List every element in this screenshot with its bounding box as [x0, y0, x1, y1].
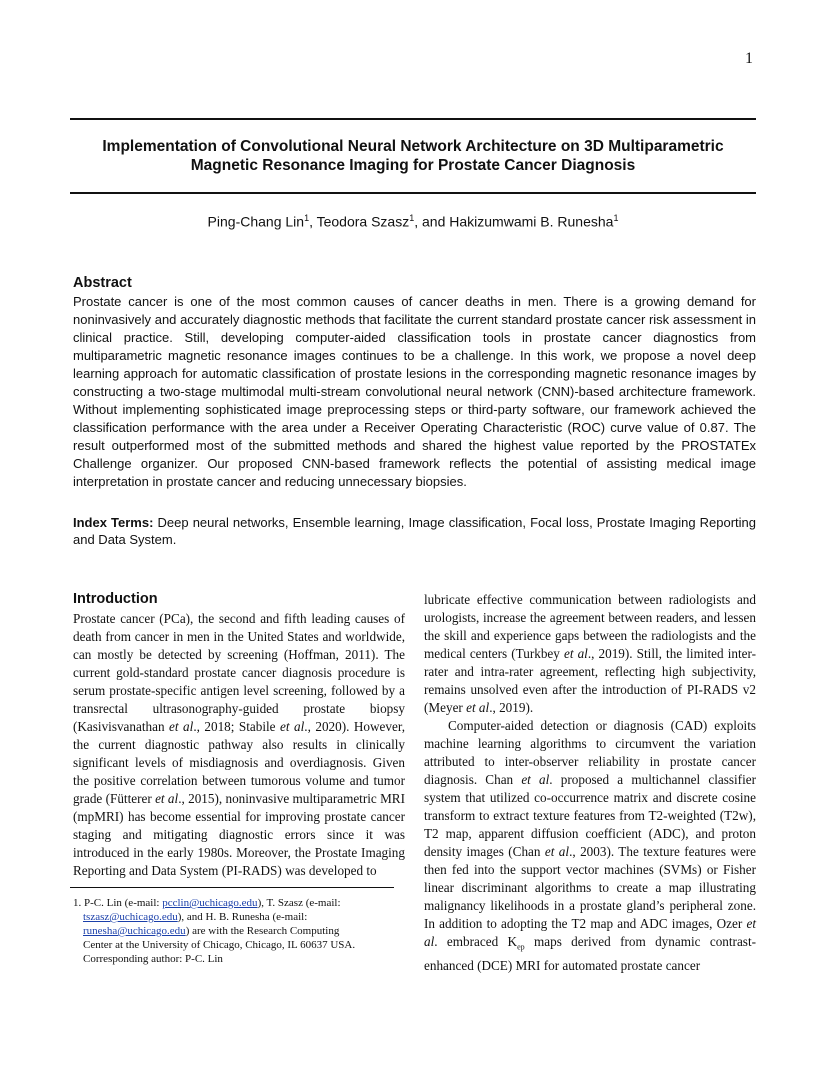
title-top-rule: [70, 118, 756, 120]
paper-title: [70, 137, 756, 175]
text-run: Computer-aided detection or diagnosis (CAD) exploits machine learning algorithms to circumvent the variation attributed to inter-observer reliability in prostate cancer diagnosis. Chan: [424, 718, 756, 787]
text-run: . proposed a multichannel classifier system that utilized co-occurrence matrix and discrete cosine transform to extract texture features from T2-weighted (T2w), T2 map, apparent diffusion coefficient (ADC), and proton density images (Chan: [424, 772, 756, 859]
author-1: Ping-Chang Lin: [207, 213, 305, 230]
text-run: ., 2019).: [489, 700, 534, 715]
footnote-rule: [70, 887, 394, 888]
text-run: ), T. Szasz (e-mail:: [257, 897, 341, 909]
abstract-body: Prostate cancer is one of the most common causes of cancer deaths in men. There is a growing demand for noninvasively and accurately diagnostic methods that facilitate the current standard prostate cancer risk assessment in clinical practice. Still, developing computer-aided classification tools in prostate cancer diagnostics from multiparametric magnetic resonance images continues to be a challenge. In this work, we propose a novel deep learning approach for automatic classification of prostate lesions in the corresponding magnetic resonance images by constructing a two-stage multimodal multi-stream convolutional neural network (CNN)-based architecture framework. Without implementing sophisticated image preprocessing steps or third-party software, our framework achieved the classification performance with the area under a Receiver Operating Characteristic (ROC) curve value of 0.87. The result outperformed most of the submitted methods and shared the highest value reported by the PROSTATEx Challenge organizer. Our proposed CNN-based framework reflects the potential of assisting medical image interpretation in prostate cancer and reducing unnecessary biopsies.: [73, 294, 756, 489]
introduction-right-column: [424, 591, 756, 975]
text-run: maps derived from dynamic contrast-enhanced (DCE) MRI for automated prostate cancer: [424, 934, 756, 973]
introduction-left-column: [73, 610, 405, 880]
footnote-line-5: Corresponding author: P-C. Lin: [83, 953, 223, 965]
et-al: et al: [155, 791, 179, 806]
et-al: et al: [544, 844, 570, 859]
footnote-line-2: [73, 910, 393, 924]
et-al: et al: [280, 719, 305, 734]
title-bottom-rule: [70, 192, 756, 194]
et-al: et al: [424, 916, 756, 949]
text-run: lubricate effective communication between radiologists and urologists, increase the agreement between readers, and lessen the skill and experience gaps between the radiologists and the medical centers (Turkbey: [424, 592, 756, 661]
footnote-line-1: [73, 896, 393, 910]
text-run: Prostate cancer (PCa), the second and fifth leading causes of death from cancer in men in the United States and worldwide, can mostly be detected by screening (Hoffman, 2011). The current gold-standard prostate cancer diagnosis procedure is serum prostate-specific antigen level screening, followed by a transrectal ultrasonography-guided prostate biopsy (Kasivisvanathan: [73, 611, 405, 734]
author-2-affiliation: 1: [409, 213, 415, 223]
footnote: [73, 896, 393, 966]
text-run: ), and H. B. Runesha (e-mail:: [177, 911, 308, 923]
email-link-lin[interactable]: pcclin@uchicago.edu: [162, 897, 258, 909]
index-terms-label: Index Terms:: [73, 515, 154, 530]
author-3: , and Hakizumwami B. Runesha: [414, 213, 614, 230]
index-terms: [73, 515, 756, 548]
page-number: 1: [745, 50, 753, 67]
author-2: , Teodora Szasz: [309, 213, 410, 230]
email-link-runesha[interactable]: runesha@uchicago.edu: [83, 925, 186, 937]
email-link-szasz[interactable]: tszasz@uchicago.edu: [83, 911, 178, 923]
subscript: ep: [517, 942, 525, 952]
text-run: ., 2018; Stabile: [193, 719, 281, 734]
et-al: et al: [466, 700, 490, 715]
text-run: ) are with the Research Computing: [185, 925, 340, 937]
footnote-line-3: [73, 924, 393, 938]
abstract-heading: Abstract: [73, 275, 132, 291]
intro-paragraph-2: [424, 717, 756, 975]
author-3-affiliation: 1: [613, 213, 619, 223]
title-line-1: Implementation of Convolutional Neural Network Architecture on 3D Multiparametric: [102, 138, 724, 155]
text-run: 1. P-C. Lin (e-mail:: [73, 897, 163, 909]
title-line-2: Magnetic Resonance Imaging for Prostate Cancer Diagnosis: [190, 157, 636, 174]
intro-paragraph-1: [73, 610, 405, 880]
text-run: ., 2015), noninvasive multiparametric MRI (mpMRI) has become essential for improving prostate cancer staging and mitigating diagnostic errors since it was introduced in the early 1980s. Moreover, the Prostate Imaging Reporting and Data System (PI-RADS) was developed to: [73, 791, 405, 878]
introduction-heading: Introduction: [73, 591, 158, 607]
et-al: et al: [169, 719, 194, 734]
text-run: ., 2020). However, the current diagnostic pathway also results in clinically significant levels of misdiagnosis and overdiagnosis. Given the positive correlation between tumorous volume and tumor grade (Fütterer: [73, 719, 406, 806]
intro-paragraph-1-continued: [424, 591, 756, 717]
text-run: ., 2019). Still, the limited inter-rater and intra-rater agreement, reflecting high subjectivity, remains unsolved even after the introduction of PI-RADS v2 (Meyer: [424, 646, 757, 715]
et-al: et al: [521, 772, 550, 787]
author-1-affiliation: 1: [304, 213, 310, 223]
index-terms-text: Deep neural networks, Ensemble learning, Image classification, Focal loss, Prostate Imaging Reporting and Data System.: [73, 515, 757, 547]
et-al: et al: [563, 646, 588, 661]
text-run: ., 2003). The texture features were then fed into the support vector machines (SVMs) or Fisher linear discriminant algorithms to create a map illustrating malignancy likelihoods in a prostate gland’s peripheral zone. In addition to adopting the T2 map and ADC images, Ozer: [424, 844, 756, 931]
author-list: [70, 213, 756, 230]
text-run: . embraced K: [434, 934, 518, 949]
footnote-line-4: Center at the University of Chicago, Chicago, IL 60637 USA.: [83, 939, 356, 951]
